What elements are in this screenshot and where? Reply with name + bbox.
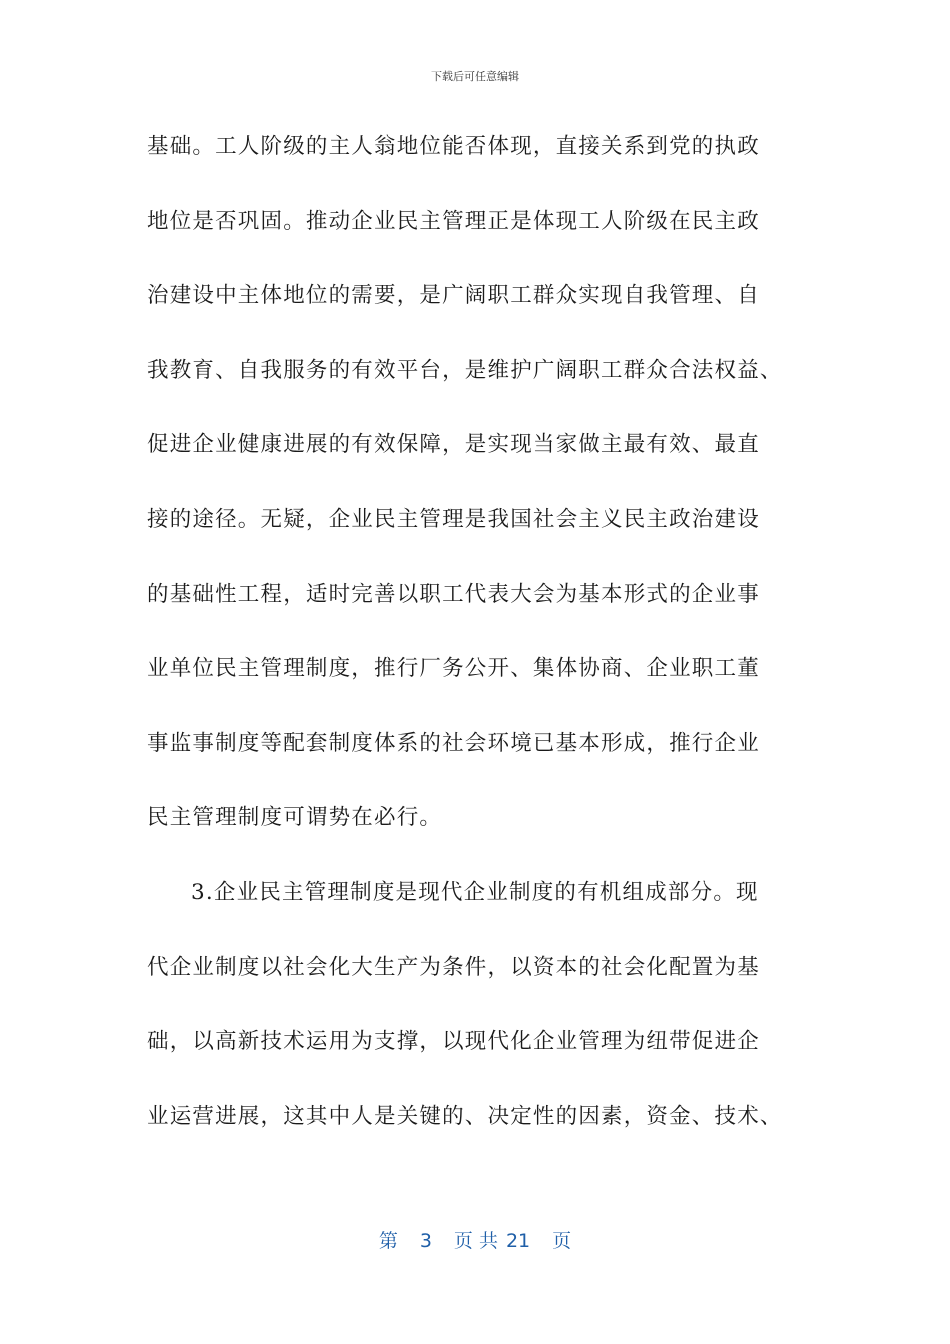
page-footer bbox=[0, 1226, 950, 1253]
document-body bbox=[147, 120, 817, 1164]
paragraph-start-line: 3.企业民主管理制度是现代企业制度的有机组成部分。现 bbox=[191, 879, 759, 905]
header-note: 下载后可任意编辑 bbox=[431, 70, 519, 83]
text-line: 治建设中主体地位的需要，是广阔职工群众实现自我管理、自 bbox=[147, 283, 760, 309]
text-line: 代企业制度以社会化大生产为条件，以资本的社会化配置为基 bbox=[147, 954, 760, 980]
text-line: 我教育、自我服务的有效平台，是维护广阔职工群众合法权益、 bbox=[147, 357, 783, 383]
text-line: 促进企业健康进展的有效保障，是实现当家做主最有效、最直 bbox=[147, 432, 760, 458]
text-line: 地位是否巩固。推动企业民主管理正是体现工人阶级在民主政 bbox=[147, 208, 760, 234]
text-line: 民主管理制度可谓势在必行。 bbox=[147, 805, 443, 831]
page-total: 21 bbox=[505, 1230, 531, 1252]
text-line: 接的途径。无疑，企业民主管理是我国社会主义民主政治建设 bbox=[147, 506, 760, 532]
text-line: 础，以高新技术运用为支撑，以现代化企业管理为纽带促进企 bbox=[147, 1029, 760, 1055]
text-line: 基础。工人阶级的主人翁地位能否体现，直接关系到党的执政 bbox=[147, 134, 760, 159]
page-prefix: 第 bbox=[378, 1230, 398, 1252]
page-suffix: 页 bbox=[552, 1230, 572, 1252]
page-current: 3 bbox=[419, 1230, 432, 1252]
text-line: 的基础性工程，适时完善以职工代表大会为基本形式的企业事 bbox=[147, 581, 760, 607]
text-line: 事监事制度等配套制度体系的社会环境已基本形成，推行企业 bbox=[147, 730, 760, 756]
text-line: 业运营进展，这其中人是关键的、决定性的因素，资金、技术、 bbox=[147, 1103, 783, 1129]
page-mid: 页 共 bbox=[453, 1230, 498, 1252]
text-line: 业单位民主管理制度，推行厂务公开、集体协商、企业职工董 bbox=[147, 656, 760, 682]
